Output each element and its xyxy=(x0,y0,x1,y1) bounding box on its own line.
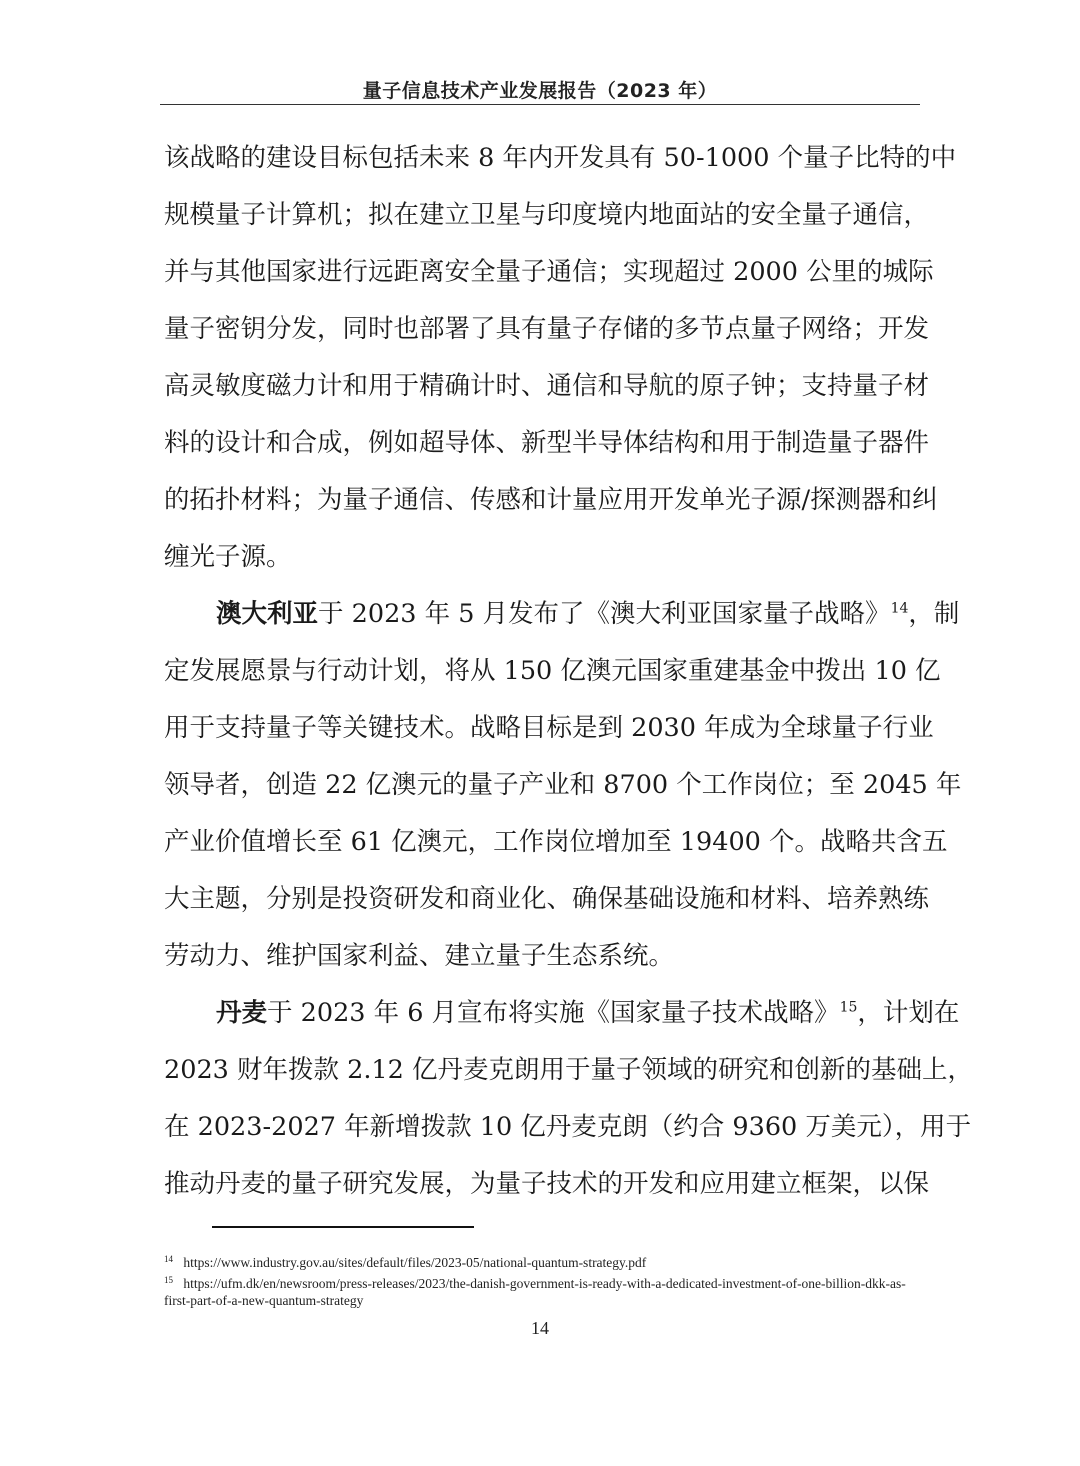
text-line: 高灵敏度磁力计和用于精确计时、通信和导航的原子钟；支持量子材 xyxy=(164,371,930,401)
footnotes xyxy=(164,1254,916,1313)
text-line: 大主题，分别是投资研发和商业化、确保基础设施和材料、培养熟练 xyxy=(164,884,930,914)
footnote-link[interactable]: https://www.industry.gov.au/sites/default/files/2023-05/national-quantum-strategy.pdf xyxy=(183,1255,647,1270)
footnote-15: $^{15}$ https://ufm.dk/en/newsroom/press-releases/2023/the-danish-government-is-ready-with-a-dedicated-investment-of-one-billion-dkk-as-first-part-of-a-new-quantum-strategy xyxy=(164,1274,906,1308)
text-line: 用于支持量子等关键技术。战略目标是到 2030 年成为全球量子行业 xyxy=(164,713,934,743)
header-divider xyxy=(160,104,920,105)
lead-text: 于 2023 年 5 月发布了《澳大利亚国家量子战略》 xyxy=(318,599,891,629)
paragraph-lead-line xyxy=(164,985,960,1042)
text-line: 量子密钥分发，同时也部署了具有量子存储的多节点量子网络；开发 xyxy=(164,314,930,344)
text-line: 的拓扑材料；为量子通信、传感和计量应用开发单光子源/探测器和纠 xyxy=(164,485,938,515)
text-line: 该战略的建设目标包括未来 8 年内开发具有 50-1000 个量子比特的中 xyxy=(164,143,957,173)
running-header: 量子信息技术产业发展报告（2023 年） xyxy=(362,80,718,102)
text-line: 产业价值增长至 61 亿澳元，工作岗位增加至 19400 个。战略共含五 xyxy=(164,827,948,857)
text-line: 领导者，创造 22 亿澳元的量子产业和 8700 个工作岗位；至 2045 年 xyxy=(164,770,962,800)
country-name-australia: 澳大利亚 xyxy=(216,599,319,629)
footnote-ref-15[interactable]: 15 xyxy=(839,999,858,1016)
paragraph-lead-line xyxy=(164,586,960,643)
text-line: 劳动力、维护国家利益、建立量子生态系统。 xyxy=(164,941,675,971)
text-line: 规模量子计算机；拟在建立卫星与印度境内地面站的安全量子通信， xyxy=(164,200,930,230)
page-number: 14 xyxy=(531,1318,549,1338)
text-line: 在 2023-2027 年新增拨款 10 亿丹麦克朗（约合 9360 万美元），用于 xyxy=(164,1112,972,1142)
text-line: 料的设计和合成，例如超导体、新型半导体结构和用于制造量子器件 xyxy=(164,428,930,458)
text-line: 缠光子源。 xyxy=(164,542,292,572)
footnote-14: $^{14}$ https://www.industry.gov.au/sites/default/files/2023-05/national-quantum-strategy.pdf xyxy=(164,1253,647,1270)
text-line: 并与其他国家进行远距离安全量子通信；实现超过 2000 公里的城际 xyxy=(164,257,934,287)
paragraph-india-continuation xyxy=(164,130,957,586)
country-name-denmark: 丹麦 xyxy=(216,998,268,1028)
lead-tail: ，计划在 xyxy=(857,998,960,1028)
footnote-ref-14[interactable]: 14 xyxy=(890,600,909,617)
main-body xyxy=(164,130,973,1213)
text-line: 2023 财年拨款 2.12 亿丹麦克朗用于量子领域的研究和创新的基础上， xyxy=(164,1055,973,1085)
footnote-link[interactable]: https://ufm.dk/en/newsroom/press-releases/2023/the-danish-government-is-ready-with-a-dedicated-investment-of-one-billion-dkk-as-first-part-of-a-new-quantum-strategy xyxy=(164,1276,906,1308)
paragraph-denmark xyxy=(164,985,973,1213)
text-line: 推动丹麦的量子研究发展，为量子技术的开发和应用建立框架，以保 xyxy=(164,1169,930,1199)
lead-tail: ，制 xyxy=(908,599,960,629)
text-line: 定发展愿景与行动计划，将从 150 亿澳元国家重建基金中拨出 10 亿 xyxy=(164,656,941,686)
lead-text: 于 2023 年 6 月宣布将实施《国家量子技术战略》 xyxy=(267,998,840,1028)
footnote-divider xyxy=(212,1226,474,1228)
paragraph-australia xyxy=(164,586,962,985)
